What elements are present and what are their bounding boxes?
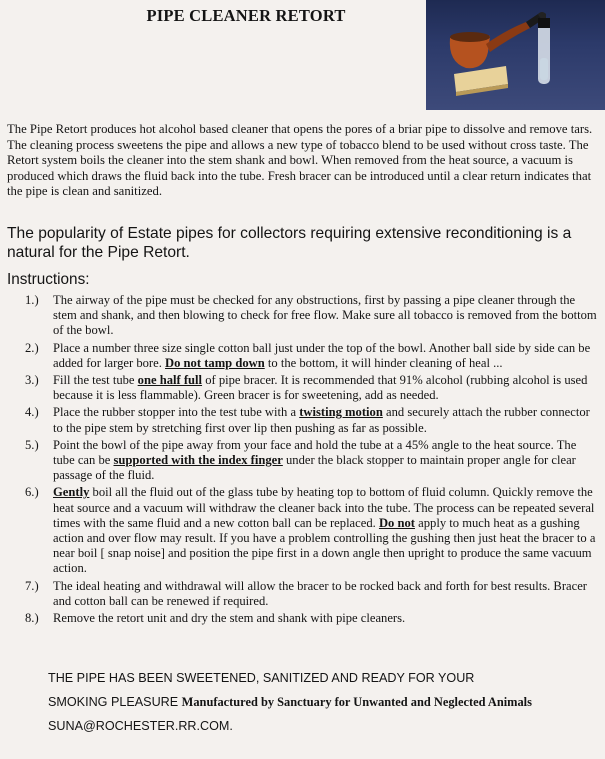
pipe-illustration <box>426 0 605 110</box>
instruction-step-2 <box>0 341 600 371</box>
instruction-step-1 <box>0 293 600 339</box>
step-number: 5.) <box>25 437 39 452</box>
instructions-heading: Instructions: <box>7 271 90 288</box>
popularity-paragraph: The popularity of Estate pipes for collectors requiring extensive reconditioning is a natural for the Pipe Retort. <box>7 225 572 261</box>
step-number: 1.) <box>25 293 39 307</box>
step-number: 3.) <box>25 373 39 388</box>
footer-smoking-pleasure: SMOKING PLEASURE <box>48 695 179 709</box>
emphasis-text: Do not <box>378 515 415 530</box>
step-text: Place the rubber stopper into the test tube with a <box>53 405 300 420</box>
footer-block <box>48 666 598 738</box>
step-number: 4.) <box>25 405 39 420</box>
black-stopper <box>538 18 550 28</box>
step-text: and securely attach the rubber connector to the pipe stem by stretching first over lip then pushing as far as possible. <box>53 405 590 435</box>
step-text: Remove the retort unit and dry the stem and shank with pipe cleaners. <box>53 611 406 626</box>
step-text: apply to much heat as a gushing action and over flow may result. If you have a problem controlling the gushing then just heat the bracer to a near boil [ snap noise] and position the pipe first in a down angle then upright to produce the same vacuum action. <box>53 515 596 576</box>
step-text: boil all the fluid out of the glass tube by heating top to bottom of fluid column. Quickly remove the heat source and a vacuum will withdraw the cleaner back into the tube. The process can be repeated several times with the same fluid and a new cotton ball can be replaced. <box>53 485 595 530</box>
emphasis-text: Gently <box>53 485 90 500</box>
contact-email: SUNA@ROCHESTER.RR.COM. <box>48 719 233 733</box>
emphasis-text: supported with the index finger <box>113 453 283 468</box>
instruction-step-4 <box>0 405 600 435</box>
emphasis-text: Do not tamp down <box>165 355 265 370</box>
instruction-step-7 <box>0 579 600 609</box>
instruction-list <box>0 293 600 628</box>
step-text: to the bottom, it will hinder cleaning of heal ... <box>264 355 503 370</box>
step-number: 6.) <box>25 485 39 500</box>
page-title: PIPE CLEANER RETORT <box>146 6 346 25</box>
emphasis-text: twisting motion <box>299 405 383 420</box>
emphasis-text: one half full <box>137 373 203 388</box>
instruction-step-8 <box>0 611 600 626</box>
pipe-bowl-rim <box>450 32 490 42</box>
instruction-step-6 <box>0 485 600 576</box>
step-number: 8.) <box>25 611 39 626</box>
step-text: Fill the test tube <box>53 373 138 388</box>
intro-paragraph: The Pipe Retort produces hot alcohol based cleaner that opens the pores of a briar pipe to dissolve and remove tars. The cleaning process sweetens the pipe and allows a new type of tobacco blend to be used without cross taste. The Retort system boils the cleaner into the stem shank and bowl. When removed from the heat source, a vacuum is produced which draws the fluid back into the tube. Fresh bracer can be introduced until a clear return indicates that the pipe is clean and sanitized. <box>7 122 593 199</box>
step-text: Point the bowl of the pipe away from your face and hold the tube at a 45% angle to the heat source. The tube can be <box>53 437 577 468</box>
step-number: 2.) <box>25 340 39 355</box>
instruction-step-5 <box>0 438 600 484</box>
instruction-step-3 <box>0 373 600 403</box>
step-number: 7.) <box>25 578 39 593</box>
manufacturer-text: Manufactured by Sanctuary for Unwanted and Neglected Animals <box>181 695 532 709</box>
step-text: of pipe bracer. It is recommended that 91% alcohol (rubbing alcohol is used because it is less flammable). Green bracer is for sweetening, add as needed. <box>53 373 588 403</box>
footer-line-2 <box>48 690 598 714</box>
step-text: The airway of the pipe must be checked for any obstructions, first by passing a pipe cleaner through the stem and shank, and then blowing to check for free flow. Make sure all tobacco is removed from the bottom of the bowl. <box>53 293 597 338</box>
step-text: Place a number three size single cotton ball just under the top of the bowl. Another ball side by side can be added for larger bore. <box>53 340 591 370</box>
pipe-shank <box>486 22 530 52</box>
tube-fluid <box>540 58 548 80</box>
pipe-retort-photo <box>426 0 605 110</box>
footer-line-1: THE PIPE HAS BEEN SWEETENED, SANITIZED AND READY FOR YOUR <box>48 671 475 685</box>
step-text: The ideal heating and withdrawal will allow the bracer to be rocked back and forth for best results. Bracer and cotton ball can be renewed if required. <box>53 578 587 608</box>
step-text: under the black stopper to maintain proper angle for clear passage of the fluid. <box>53 453 576 483</box>
